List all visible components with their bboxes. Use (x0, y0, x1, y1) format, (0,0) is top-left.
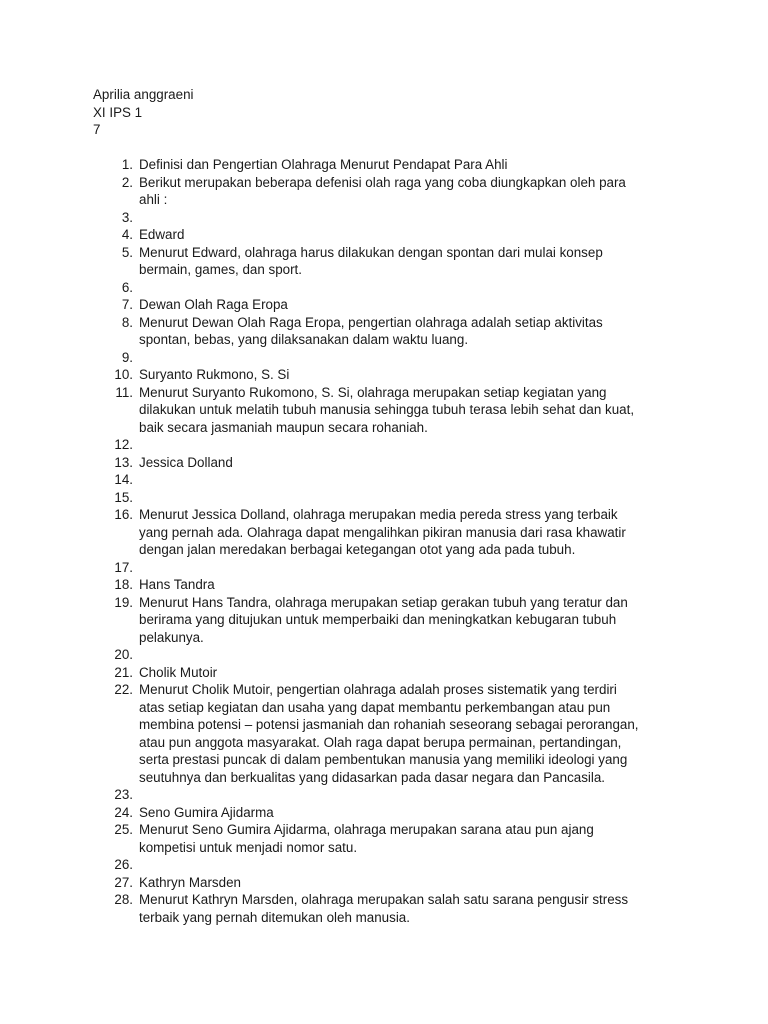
list-item-text: Suryanto Rukmono, S. Si (139, 367, 290, 382)
list-item (93, 646, 668, 664)
list-item-number: 8. (121, 314, 133, 330)
list-item-text (139, 209, 668, 227)
list-item (93, 349, 668, 367)
list-item (93, 244, 668, 279)
list-item (93, 821, 668, 856)
list-item (93, 559, 668, 577)
list-item-text: Kathryn Marsden (139, 874, 241, 890)
list-item-number: 1. (121, 157, 133, 172)
list-item-text (139, 856, 668, 874)
list-item-number: 23. (114, 787, 133, 802)
numbered-list (93, 156, 668, 926)
list-item-text: Menurut Seno Gumira Ajidarma, olahraga merupakan sarana atau pun ajang kompetisi untuk menjadi nomor satu. (139, 822, 594, 855)
list-item (93, 296, 668, 314)
list-item-text: Menurut Hans Tandra, olahraga merupakan setiap gerakan tubuh yang teratur dan berirama yang ditujukan untuk memperbaiki dan meningkatkan kebugaran tubuh pelakunya. (139, 594, 628, 645)
list-item-text: Hans Tandra (139, 577, 215, 592)
list-item-number: 21. (114, 664, 133, 680)
list-item-text (139, 786, 668, 804)
list-item (93, 856, 668, 874)
student-number: 7 (93, 122, 101, 137)
list-item (93, 471, 668, 489)
list-item-text: Definisi dan Pengertian Olahraga Menurut Pendapat Para Ahli (139, 157, 508, 172)
list-item-text (139, 279, 668, 297)
list-item-text: Edward (139, 227, 185, 242)
list-item (93, 279, 668, 297)
list-item (93, 454, 668, 472)
list-item-number: 25. (114, 822, 133, 837)
list-item (93, 489, 668, 507)
list-item-text: Menurut Edward, olahraga harus dilakukan dengan spontan dari mulai konsep bermain, games, dan sport. (139, 244, 603, 277)
list-item-number: 14. (114, 472, 133, 487)
list-item-number: 4. (121, 227, 133, 242)
list-item-text (139, 646, 668, 664)
list-item-number: 28. (114, 892, 133, 907)
list-item (93, 209, 668, 227)
list-item-text: Seno Gumira Ajidarma (139, 804, 274, 820)
list-item (93, 226, 668, 244)
list-item-text: Dewan Olah Raga Eropa (139, 297, 288, 312)
list-item (93, 506, 668, 559)
list-item-number: 26. (114, 857, 133, 872)
list-item-text: Menurut Dewan Olah Raga Eropa, pengertian olahraga adalah setiap aktivitas spontan, bebas, yang dilaksanakan dalam waktu luang. (139, 314, 603, 347)
list-item (93, 174, 668, 209)
list-item-number: 20. (114, 647, 133, 662)
list-item (93, 804, 668, 822)
list-item (93, 891, 668, 926)
list-item-number: 18. (114, 577, 133, 592)
list-item-number: 7. (121, 297, 133, 312)
list-item (93, 156, 668, 174)
list-item-text (139, 471, 668, 489)
list-item (93, 436, 668, 454)
list-item (93, 594, 668, 647)
list-item-number: 2. (121, 174, 133, 190)
list-item-number: 19. (114, 594, 133, 610)
list-item-number: 9. (121, 349, 133, 365)
list-item-number: 17. (114, 559, 133, 575)
list-item-number: 12. (114, 437, 133, 452)
list-item-number: 27. (114, 874, 133, 890)
list-item-number: 10. (114, 367, 133, 382)
list-item-text (139, 489, 668, 507)
list-item-number: 16. (114, 507, 133, 522)
student-name: Aprilia anggraeni (93, 87, 194, 102)
list-item-number: 5. (121, 244, 133, 260)
list-item-number: 6. (121, 279, 133, 295)
list-item-text: Menurut Cholik Mutoir, pengertian olahraga adalah proses sistematik yang terdiri atas setiap kegiatan dan usaha yang dapat membantu perkembangan atau pun membina potensi – potensi jasmaniah dan rohaniah seseorang sebagai perorangan, atau pun anggota masyarakat. Olah raga dapat berupa permainan, pertandingan, serta prestasi puncak di dalam pembentukan manusia yang memiliki ideologi yang seutuhnya dan berkualitas yang didasarkan pada dasar negara dan Pancasila. (139, 682, 639, 785)
list-item-number: 22. (114, 682, 133, 697)
student-class: XI IPS 1 (93, 104, 143, 120)
list-item-text: Cholik Mutoir (139, 664, 218, 680)
document-header (93, 86, 194, 139)
list-item (93, 786, 668, 804)
list-item-text (139, 436, 668, 454)
list-item-text: Berikut merupakan beberapa defenisi olah raga yang coba diungkapkan oleh para ahli : (139, 174, 626, 207)
list-item-text (139, 559, 668, 577)
list-item (93, 576, 668, 594)
list-item (93, 314, 668, 349)
list-item-text: Menurut Kathryn Marsden, olahraga merupakan salah satu sarana pengusir stress terbaik yang pernah ditemukan oleh manusia. (139, 892, 629, 925)
list-item-number: 24. (114, 804, 133, 820)
list-item (93, 681, 668, 786)
list-item (93, 384, 668, 437)
list-item (93, 664, 668, 682)
list-item-number: 11. (115, 384, 133, 400)
list-item (93, 874, 668, 892)
list-item-text: Menurut Jessica Dolland, olahraga merupakan media pereda stress yang terbaik yang pernah ada. Olahraga dapat mengalihkan pikiran manusia dari rasa khawatir dengan jalan meredakan berbagai ketegangan otot yang ada pada tubuh. (139, 507, 626, 557)
list-item-number: 3. (121, 209, 133, 225)
list-item-text: Menurut Suryanto Rukomono, S. Si, olahraga merupakan setiap kegiatan yang dilakukan untuk melatih tubuh manusia sehingga tubuh terasa lebih sehat dan kuat, baik secara jasmaniah maupun secara rohaniah. (139, 384, 635, 435)
list-item-number: 15. (114, 489, 133, 505)
list-item (93, 366, 668, 384)
list-item-text (139, 349, 668, 367)
list-item-number: 13. (114, 454, 133, 470)
list-item-text: Jessica Dolland (139, 454, 233, 470)
